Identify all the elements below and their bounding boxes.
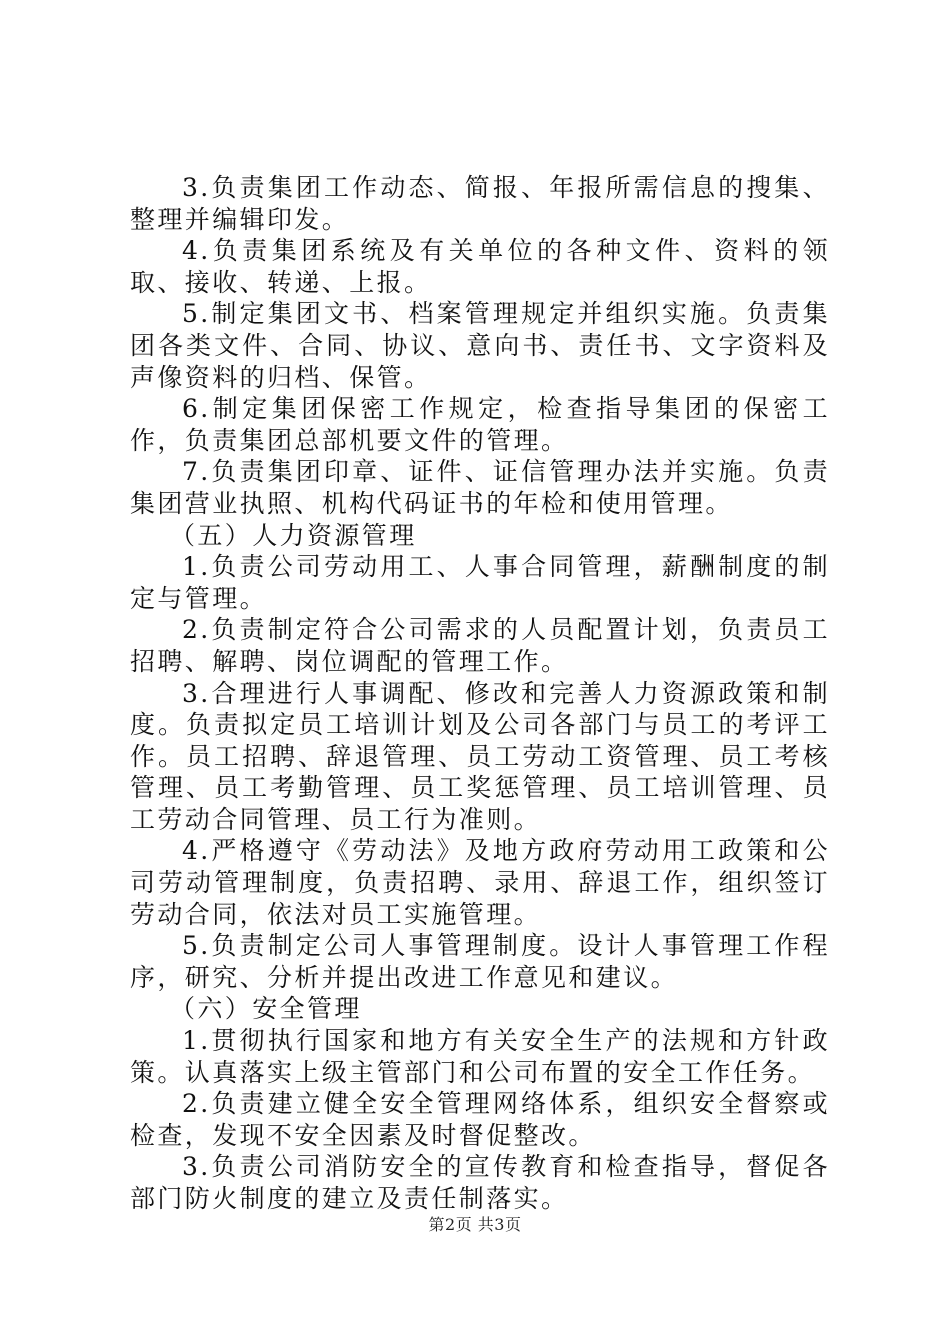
- section-heading-safety: （六）安全管理: [170, 994, 362, 1024]
- paragraph-hr-4: 4.严格遵守《劳动法》及地方政府劳动用工政策和公司劳动管理制度，负责招聘、录用、辞退工作，组织签订劳动合同，依法对员工实施管理。: [130, 836, 830, 929]
- paragraph-hr-2: 2.负责制定符合公司需求的人员配置计划，负责员工招聘、解聘、岗位调配的管理工作。: [130, 615, 830, 676]
- paragraph-duty-5: 5.制定集团文书、档案管理规定并组织实施。负责集团各类文件、合同、协议、意向书、责任书、文字资料及声像资料的归档、保管。: [130, 299, 830, 392]
- paragraph-hr-1: 1.负责公司劳动用工、人事合同管理，薪酬制度的制定与管理。: [130, 552, 830, 613]
- paragraph-safety-2: 2.负责建立健全安全管理网络体系，组织安全督察或检查，发现不安全因素及时督促整改。: [130, 1089, 830, 1150]
- paragraph-hr-5: 5.负责制定公司人事管理制度。设计人事管理工作程序，研究、分析并提出改进工作意见和建议。: [130, 931, 830, 992]
- page-number-footer: 第2页 共3页: [428, 1215, 522, 1234]
- paragraph-duty-6: 6.制定集团保密工作规定，检查指导集团的保密工作，负责集团总部机要文件的管理。: [130, 394, 830, 455]
- paragraph-safety-1: 1.贯彻执行国家和地方有关安全生产的法规和方针政策。认真落实上级主管部门和公司布置的安全工作任务。: [130, 1026, 830, 1087]
- paragraph-hr-3: 3.合理进行人事调配、修改和完善人力资源政策和制度。负责拟定员工培训计划及公司各部门与员工的考评工作。员工招聘、辞退管理、员工劳动工资管理、员工考核管理、员工考勤管理、员工奖惩管理、员工培训管理、员工劳动合同管理、员工行为准则。: [130, 678, 830, 834]
- paragraph-duty-7: 7.负责集团印章、证件、证信管理办法并实施。负责集团营业执照、机构代码证书的年检和使用管理。: [130, 457, 830, 518]
- paragraph-duty-4: 4.负责集团系统及有关单位的各种文件、资料的领取、接收、转递、上报。: [130, 236, 830, 297]
- section-heading-hr: （五）人力资源管理: [170, 520, 417, 550]
- paragraph-safety-3: 3.负责公司消防安全的宣传教育和检查指导，督促各部门防火制度的建立及责任制落实。: [130, 1152, 830, 1213]
- paragraph-duty-3: 3.负责集团工作动态、简报、年报所需信息的搜集、整理并编辑印发。: [130, 173, 830, 234]
- document-body: [130, 172, 830, 1215]
